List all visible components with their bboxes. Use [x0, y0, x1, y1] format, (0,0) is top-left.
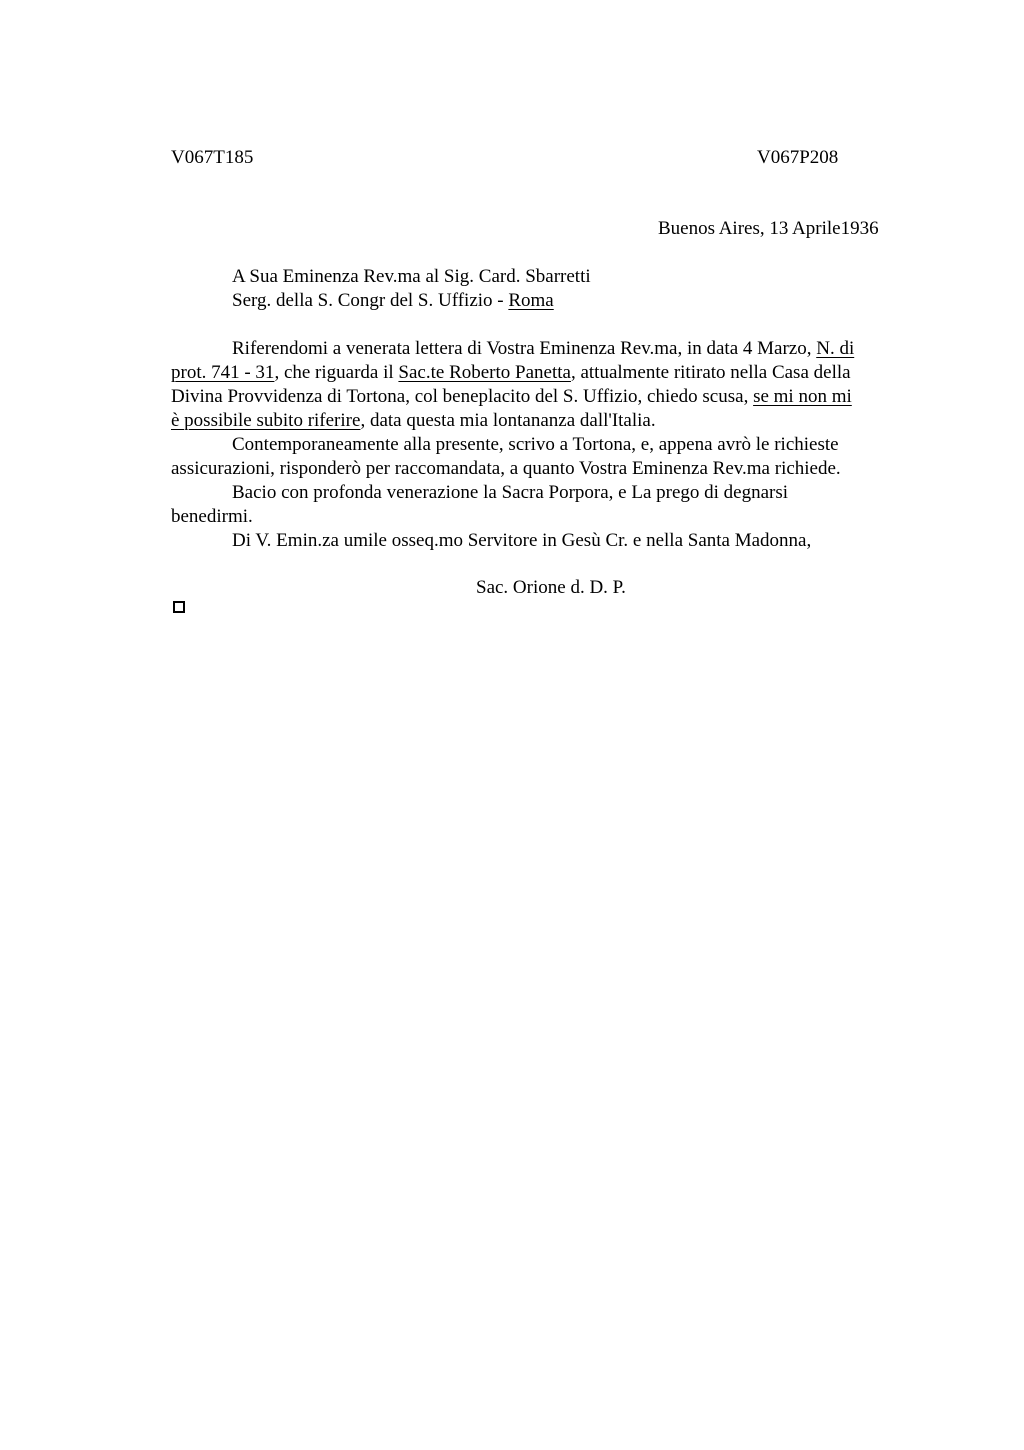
person-name: Sac.te Roberto Panetta — [398, 362, 571, 383]
dateline: Buenos Aires, 13 Aprile1936 — [658, 218, 879, 239]
underlined-phrase: se mi non mi — [753, 386, 852, 407]
body-p2-line-2: assicurazioni, risponderò per raccomandata, a quanto Vostra Eminenza Rev.ma richiede. — [171, 458, 841, 479]
addressee-line-1: A Sua Eminenza Rev.ma al Sig. Card. Sbarretti — [232, 266, 591, 287]
protocol-ref: prot. 741 - 31 — [171, 362, 275, 383]
body-p1-line-3 — [171, 386, 852, 408]
addressee-office: Serg. della S. Congr del S. Uffizio - — [232, 290, 509, 311]
checkbox-icon — [173, 601, 185, 613]
body-p1-line-1 — [232, 338, 854, 360]
header-right-code: V067P208 — [757, 147, 839, 168]
body-text: , data questa mia lontananza dall'Italia. — [360, 410, 656, 431]
underlined-phrase: è possibile subito riferire — [171, 410, 361, 431]
body-text: Divina Provvidenza di Tortona, col beneplacito del S. Uffizio, chiedo scusa, — [171, 386, 754, 407]
signature: Sac. Orione d. D. P. — [476, 577, 626, 598]
body-p1-line-2 — [171, 362, 851, 384]
body-p3-line-2: benedirmi. — [171, 506, 253, 527]
body-text: , attualmente ritirato nella Casa della — [570, 362, 851, 383]
addressee-line-2 — [232, 290, 554, 312]
body-p3-line-1: Bacio con profonda venerazione la Sacra Porpora, e La prego di degnarsi — [232, 482, 789, 503]
body-p2-line-1: Contemporaneamente alla presente, scrivo a Tortona, e, appena avrò le richieste — [232, 434, 839, 455]
protocol-ref: N. di — [816, 338, 855, 359]
addressee-place: Roma — [508, 290, 554, 311]
body-p1-line-4 — [171, 410, 656, 432]
body-text: Riferendomi a venerata lettera di Vostra Eminenza Rev.ma, in data 4 Marzo, — [232, 338, 817, 359]
body-text: , che riguarda il — [274, 362, 399, 383]
body-p4-line-1: Di V. Emin.za umile osseq.mo Servitore in Gesù Cr. e nella Santa Madonna, — [232, 530, 812, 551]
header-left-code: V067T185 — [171, 147, 254, 168]
